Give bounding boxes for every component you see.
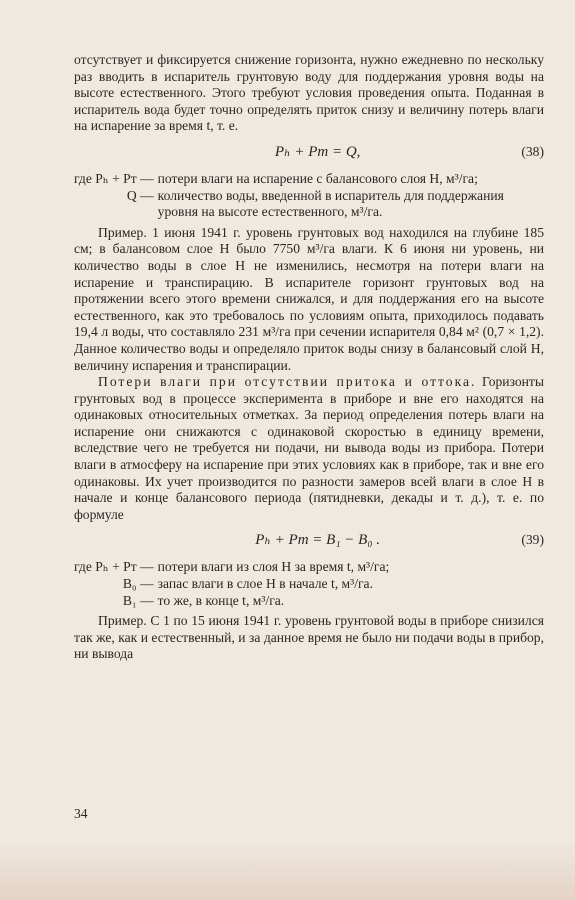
paragraph-intro: отсутствует и фиксируется снижение горизонта, нужно ежедневно по нескольку раз вводить в испаритель грунтовую воду для поддержания уровня воды на высоте естественного. Этого требуют условия проведения опыта. Поданная в испаритель вода будет точно определять приток снизу и величину потерь влаги на испарение за время t, т. е. (74, 52, 544, 134)
paragraph-example-2: Пример. С 1 по 15 июня 1941 г. уровень грунтовой воды в приборе снизился так же, как и естественный, и за данное время не было ни подачи воды в прибор, ни вывода (74, 613, 544, 662)
equation-38-number: (38) (521, 143, 544, 159)
legend-39-value-2: запас влаги в слое H в начале t, м³/га. (157, 576, 373, 592)
legend-39-value-3: то же, в конце t, м³/га. (157, 592, 285, 608)
section-heading: Потери влаги при отсутствии притока и оттока. (98, 374, 477, 390)
equation-39-formula: Pₕ + Pт = B₁ − B₀ . (255, 532, 381, 549)
section-body: Горизонты грунтовых вод в процессе эксперимента в приборе и вне его находятся на одинаковых относительных отметках. За период определения потерь влаги на испарение они снижаются с одинаковой скоростью в единицу времени, вследствие чего не требуется ни подачи, ни вывода воды из прибора. Потери влаги в атмосферу на испарение при этих условиях как в приборе, так и вне его одинаковы. Их учет производится по разности замеров всей влаги в слое H в начале и конце балансового периода (пятидневки, декады и т. д.), т. е. по формуле (74, 374, 544, 522)
legend-38-value-1: потери влаги на испарение с балансового слоя H, м³/га; (157, 170, 478, 186)
legend-38 (74, 171, 544, 221)
page-number: 34 (74, 806, 88, 821)
legend-39-value-1: потери влаги из слоя H за время t, м³/га; (157, 559, 390, 575)
legend-38-key-2: Q — (126, 187, 154, 203)
legend-39-key-3: B₁ — (122, 592, 154, 608)
page-text (74, 52, 544, 663)
equation-39-number: (39) (521, 532, 544, 548)
legend-39-key-1: где Pₕ + Pт — (74, 559, 154, 575)
paragraph-section (74, 374, 544, 523)
legend-38-key-1: где Pₕ + Pт — (74, 170, 154, 186)
paragraph-example-1: Пример. 1 июня 1941 г. уровень грунтовых вод находился на глубине 185 см; в балансовом слое H было 7750 м³/га влаги. К 6 июня ни уровень, ни количество воды в слое H не изменились, несмотря на потери влаги на испарение и транспирацию. В испарителе горизонт грунтовых вод на протяжении всего этого времени снижался, и для поддержания его на высоте естественного, как это требовалось по условиям опыта, приходилось подавать 19,4 л воды, что составляло 231 м³/га при сечении испарителя 0,84 м² (0,7 × 1,2). Данное количество воды и определяло приток воды снизу в балансовый слой H, величину испарения и транспирации. (74, 224, 544, 373)
page-bottom-tint (0, 840, 575, 900)
equation-38-formula: Pₕ + Pт = Q, (274, 143, 361, 160)
legend-39-key-2: B₀ — (122, 576, 154, 592)
equation-39 (74, 523, 544, 557)
legend-39 (74, 559, 544, 609)
equation-38 (74, 135, 544, 169)
legend-38-value-2: количество воды, введенной в испаритель для поддержания уровня на высоте естественного, м³/га. (157, 187, 504, 220)
